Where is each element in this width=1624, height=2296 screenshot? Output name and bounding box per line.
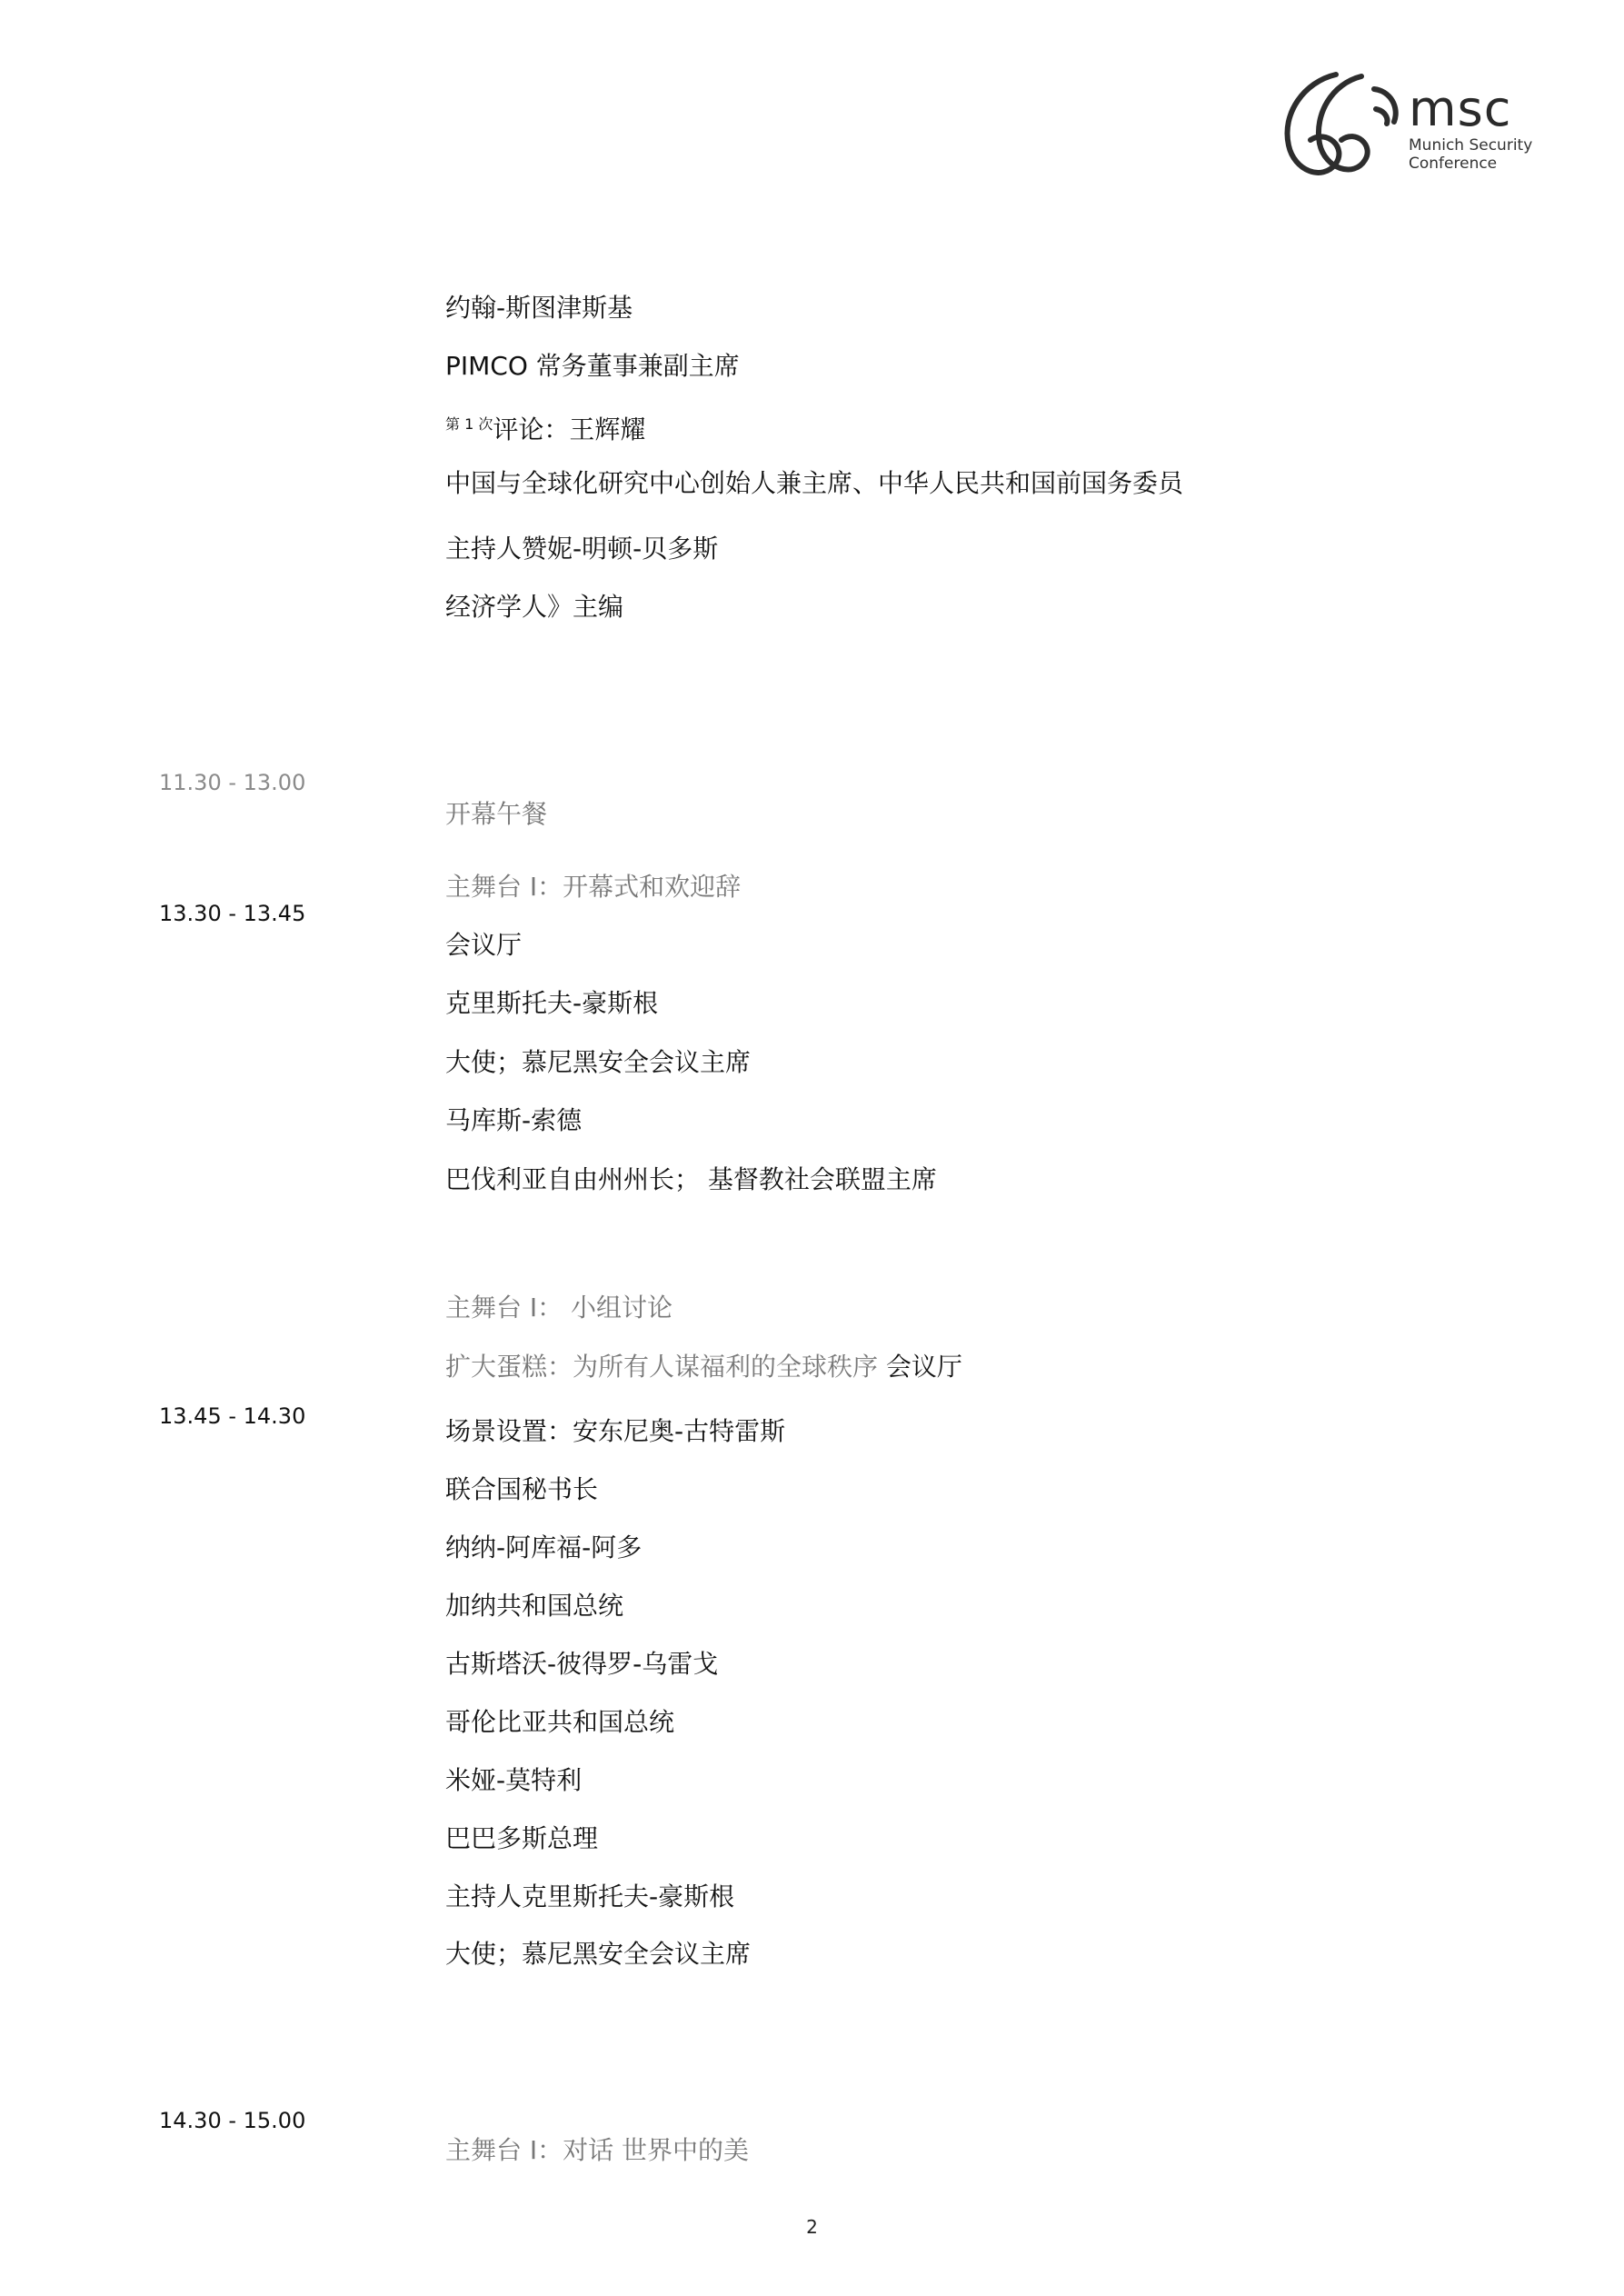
panel-line-10: 大使；慕尼黑安全会议主席 [445,1939,752,1969]
logo-brand-text: msc [1409,80,1512,137]
moderator-title: 经济学人》主编 [445,592,624,622]
lunch-time: 11.30 - 13.00 [159,770,306,795]
logo-sub-line1: Munich Security [1409,136,1533,155]
panel-line-2: 联合国秘书长 [445,1474,599,1504]
dialogue-time: 14.30 - 15.00 [159,2108,306,2133]
speaker-name: 约翰-斯图津斯基 [445,293,633,323]
panel-line-5: 古斯塔沃-彼得罗-乌雷戈 [445,1649,719,1679]
opening-speaker-1-name: 克里斯托夫-豪斯根 [445,988,659,1018]
panel-line-6: 哥伦比亚共和国总统 [445,1707,675,1737]
panel-line-3: 纳纳-阿库福-阿多 [445,1532,643,1562]
commentary-line [445,408,645,446]
dialogue-title: 主舞台 I：对话 世界中的美 [445,2135,750,2165]
msc-logo [1272,64,1545,200]
msc-rings-icon [1272,64,1409,191]
opening-speaker-1-title: 大使；慕尼黑安全会议主席 [445,1047,752,1077]
lunch-title: 开幕午餐 [445,799,548,829]
panel-line-1: 场景设置：安东尼奥-古特雷斯 [445,1416,786,1446]
panel-subtitle: 扩大蛋糕：为所有人谋福利的全球秩序 [445,1352,879,1382]
opening-title: 主舞台 I：开幕式和欢迎辞 [445,872,742,902]
opening-speaker-2-title: 巴伐利亚自由州州长； 基督教社会联盟主席 [445,1164,937,1194]
commentary-text: 评论：王辉耀 [493,414,646,444]
opening-venue: 会议厅 [445,930,523,960]
panel-venue: 会议厅 [885,1352,962,1382]
panel-subtitle-line [445,1351,962,1383]
logo-sub-line2: Conference [1409,155,1498,173]
commentary-prefix: 第 1 次 [445,415,493,433]
panel-time: 13.45 - 14.30 [159,1403,306,1429]
panel-line-7: 米娅-莫特利 [445,1765,583,1795]
opening-time: 13.30 - 13.45 [159,901,306,926]
panel-line-8: 巴巴多斯总理 [445,1823,599,1853]
panel-line-4: 加纳共和国总统 [445,1591,624,1621]
opening-speaker-2-name: 马库斯-索德 [445,1105,583,1135]
commentator-title: 中国与全球化研究中心创始人兼主席、中华人民共和国前国务委员 [445,468,1184,498]
speaker-title: PIMCO 常务董事兼副主席 [445,351,740,381]
page-number: 2 [806,2216,818,2238]
panel-line-9: 主持人克里斯托夫-豪斯根 [445,1882,735,1912]
panel-title: 主舞台 I： 小组讨论 [445,1293,673,1323]
moderator-name: 主持人赞妮-明顿-贝多斯 [445,534,719,564]
